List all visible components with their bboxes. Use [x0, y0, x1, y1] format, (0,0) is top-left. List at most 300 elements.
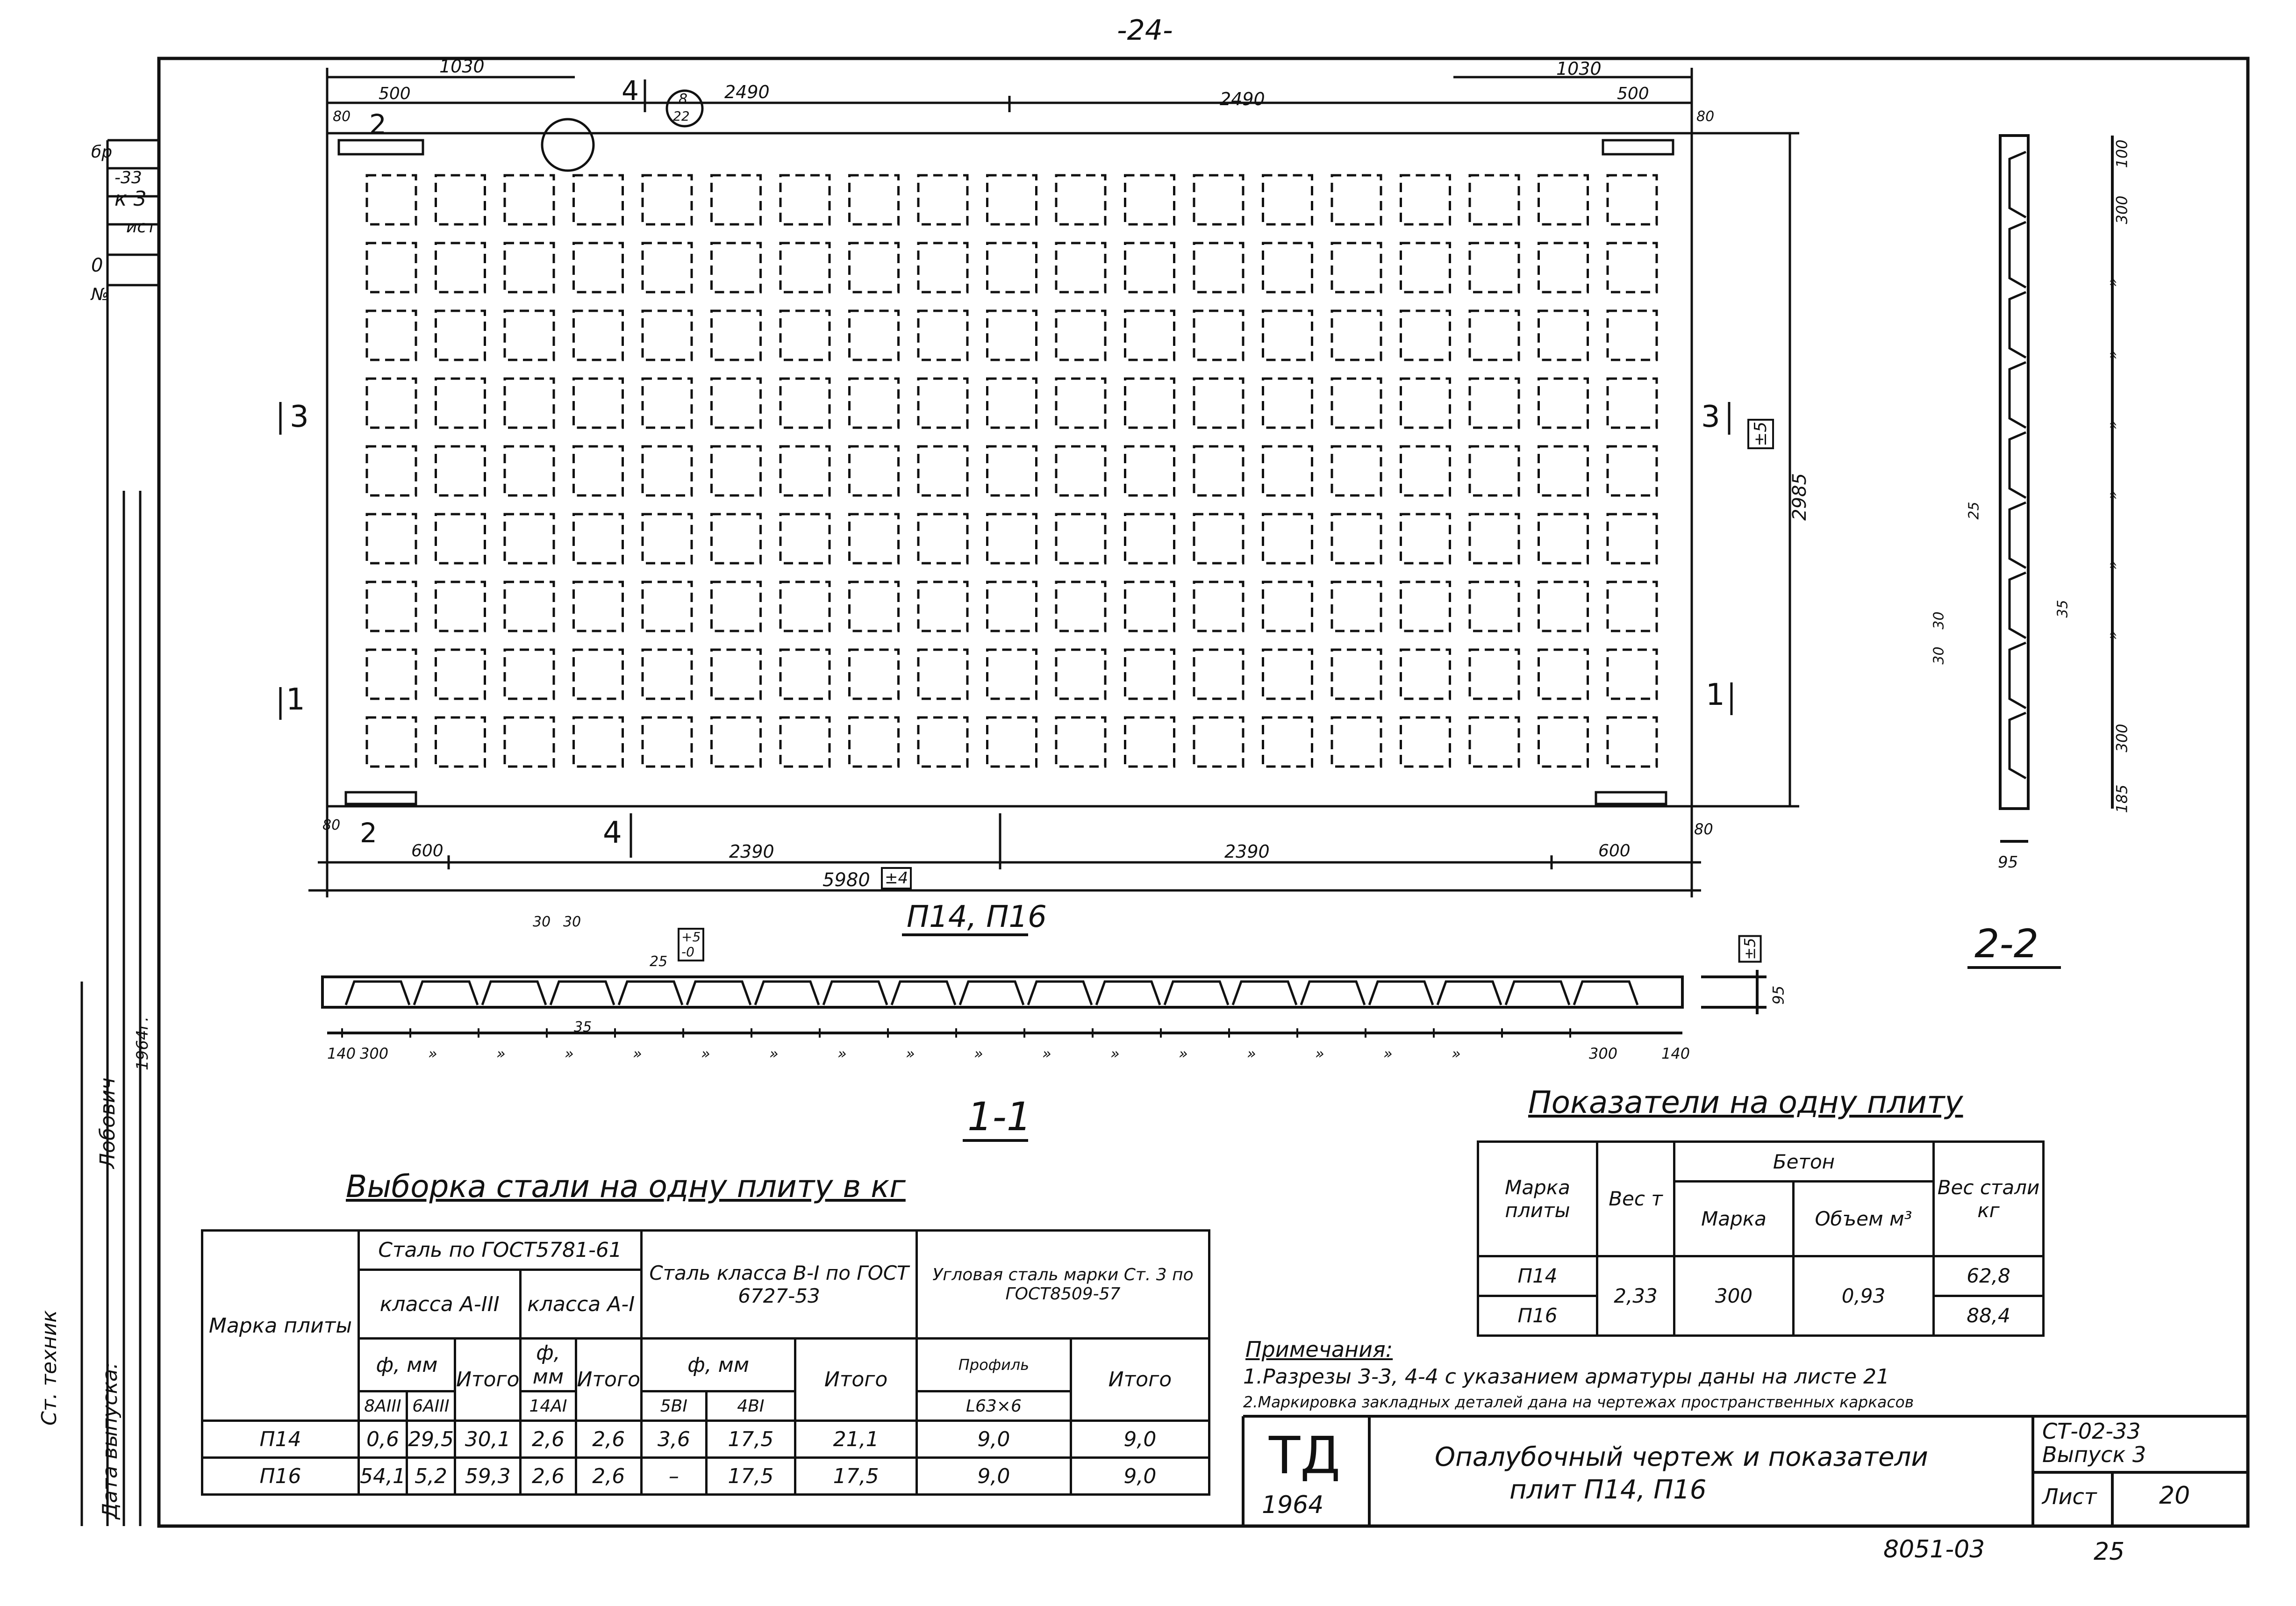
opening-r4-c2: [505, 446, 554, 495]
dim-bottom-600-left: 600: [411, 841, 443, 860]
steel-sub-8a3: 8АIII: [359, 1391, 407, 1421]
opening-r6-c10: [1056, 582, 1105, 631]
opening-r6-c9: [987, 582, 1037, 631]
steel-head-a1: класса А-I: [521, 1270, 642, 1339]
s22-dim-3: »: [2103, 350, 2121, 359]
opening-r6-c7: [850, 582, 899, 631]
opening-r3-c3: [574, 379, 623, 428]
steel-row2-v8: 9,0: [917, 1458, 1071, 1495]
opening-r4-c7: [850, 446, 899, 495]
opening-r8-c8: [918, 717, 967, 767]
s11-dim-9: »: [906, 1045, 915, 1062]
plan-slab: [280, 68, 1799, 897]
opening-r6-c16: [1470, 582, 1519, 631]
opening-r2-c14: [1332, 311, 1381, 360]
steel-head-total-2: Итого: [576, 1339, 642, 1421]
s22-void-2: [2010, 292, 2026, 358]
opening-r2-c12: [1194, 311, 1243, 360]
s11-rib-dim-1: 30: [533, 914, 551, 930]
steel-head-total-4: Итого: [1071, 1339, 1209, 1421]
s22-void-6: [2010, 573, 2026, 638]
s11-dim-16: »: [1383, 1045, 1393, 1062]
opening-r7-c1: [436, 650, 485, 699]
opening-r3-c1: [436, 379, 485, 428]
steel-row1-v8: 9,0: [917, 1421, 1071, 1458]
steel-row1-v7: 21,1: [795, 1421, 917, 1458]
opening-r1-c18: [1608, 243, 1657, 292]
section-2-2-voids: [2010, 152, 2026, 778]
opening-r7-c10: [1056, 650, 1105, 699]
s11-dim-15: »: [1315, 1045, 1324, 1062]
opening-r5-c10: [1056, 514, 1105, 563]
opening-r0-c5: [712, 175, 761, 224]
note-1: 1.Разрезы 3-3, 4-4 с указанием арматуры даны на листе 21: [1243, 1365, 1889, 1389]
opening-r7-c14: [1332, 650, 1381, 699]
s11-right-tol: ±5: [1738, 935, 1762, 962]
opening-r3-c18: [1608, 379, 1657, 428]
s22-void-4: [2010, 432, 2026, 498]
steel-head-total-3: Итого: [795, 1339, 917, 1421]
steel-row2-mark: П16: [202, 1458, 359, 1495]
opening-r0-c11: [1125, 175, 1174, 224]
steel-row1-v5: 3,6: [642, 1421, 707, 1458]
detail-callout-top: 8: [679, 91, 688, 108]
ind-head-cmark: Марка: [1674, 1182, 1794, 1256]
s22-left-dim-30b: 30: [1931, 646, 1947, 665]
opening-r5-c16: [1470, 514, 1519, 563]
s22-void-7: [2010, 643, 2026, 708]
steel-row2-v2: 59,3: [455, 1458, 521, 1495]
height-tolerance-box: ±5: [1747, 419, 1774, 449]
steel-sub-5b1: 5ВI: [642, 1391, 707, 1421]
opening-r8-c18: [1608, 717, 1657, 767]
opening-r1-c14: [1332, 243, 1381, 292]
opening-r6-c6: [780, 582, 830, 631]
steel-row1-v2: 30,1: [455, 1421, 521, 1458]
opening-r0-c14: [1332, 175, 1381, 224]
s11-void-4: [619, 982, 682, 1005]
opening-r4-c9: [987, 446, 1037, 495]
s11-void-1: [414, 982, 478, 1005]
s11-dim-13: »: [1179, 1045, 1188, 1062]
section-2-2-body: [2000, 136, 2112, 841]
opening-r1-c6: [780, 243, 830, 292]
opening-r6-c5: [712, 582, 761, 631]
opening-r3-c15: [1401, 379, 1450, 428]
s22-dim-1: 300: [2113, 195, 2131, 224]
table-row: [202, 1458, 1209, 1495]
opening-r2-c0: [367, 311, 416, 360]
title-sheet-number: 20: [2159, 1482, 2190, 1510]
opening-r2-c18: [1608, 311, 1657, 360]
opening-r3-c16: [1470, 379, 1519, 428]
opening-r8-c4: [643, 717, 692, 767]
opening-r8-c7: [850, 717, 899, 767]
ind-head-concrete: Бетон: [1674, 1142, 1934, 1182]
s11-void-18: [1574, 982, 1638, 1005]
opening-r3-c7: [850, 379, 899, 428]
opening-r5-c1: [436, 514, 485, 563]
steel-row1-v0: 0,6: [359, 1421, 407, 1458]
opening-r7-c6: [780, 650, 830, 699]
length-tolerance-box: ±4: [881, 867, 912, 889]
opening-r5-c3: [574, 514, 623, 563]
s11-tol-box: +5 -0: [678, 928, 704, 961]
s22-dim-9: 185: [2113, 784, 2131, 813]
opening-r0-c10: [1056, 175, 1105, 224]
s11-rib-dim-2: 30: [563, 914, 581, 930]
opening-r7-c7: [850, 650, 899, 699]
opening-r7-c2: [505, 650, 554, 699]
opening-r1-c3: [574, 243, 623, 292]
opening-r2-c17: [1539, 311, 1588, 360]
s11-void-12: [1165, 982, 1228, 1005]
s11-dim-4: »: [565, 1045, 574, 1062]
opening-r8-c16: [1470, 717, 1519, 767]
opening-r6-c2: [505, 582, 554, 631]
opening-r8-c5: [712, 717, 761, 767]
dim-bottom-600-right: 600: [1598, 841, 1631, 860]
section-1-1-body: [322, 970, 1767, 1033]
opening-r2-c6: [780, 311, 830, 360]
opening-r2-c3: [574, 311, 623, 360]
title-year: 1964: [1262, 1491, 1324, 1519]
dim-bottom-80-right: 80: [1694, 820, 1713, 838]
dim-top-80-right: 80: [1696, 108, 1715, 125]
side-frag-6: №: [91, 285, 109, 304]
opening-r4-c8: [918, 446, 967, 495]
opening-r5-c17: [1539, 514, 1588, 563]
section-mark-3-right: 3: [1701, 400, 1720, 434]
s22-dim-2: »: [2103, 278, 2121, 287]
steel-sub-4b1: 4ВI: [706, 1391, 795, 1421]
s22-dim-6: »: [2103, 560, 2121, 570]
title-series: СТ-02-33: [2042, 1419, 2141, 1444]
section-2-2-title: 2-2: [1974, 921, 2039, 967]
dim-top-1030-right: 1030: [1556, 58, 1602, 79]
opening-r7-c4: [643, 650, 692, 699]
steel-head-a3: класса А-III: [359, 1270, 521, 1339]
opening-r1-c1: [436, 243, 485, 292]
opening-r0-c16: [1470, 175, 1519, 224]
opening-r4-c4: [643, 446, 692, 495]
opening-r5-c12: [1194, 514, 1243, 563]
ind-row1-steel: 62,8: [1934, 1256, 2044, 1296]
opening-r0-c17: [1539, 175, 1588, 224]
opening-r6-c3: [574, 582, 623, 631]
steel-row2-v4: 2,6: [576, 1458, 642, 1495]
s11-void-2: [482, 982, 546, 1005]
ind-row1-mark: П14: [1478, 1256, 1597, 1296]
steel-row1-v9: 9,0: [1071, 1421, 1209, 1458]
section-mark-2-bottom: 2: [360, 817, 377, 849]
steel-row2-v6: 17,5: [706, 1458, 795, 1495]
opening-r0-c3: [574, 175, 623, 224]
steel-head-gost: Сталь по ГОСТ5781-61: [359, 1231, 642, 1270]
steel-sub-6a3: 6АIII: [407, 1391, 455, 1421]
title-line-1: Опалубочный чертеж и показатели: [1435, 1442, 1928, 1472]
opening-r0-c8: [918, 175, 967, 224]
opening-r1-c2: [505, 243, 554, 292]
s11-void-10: [1028, 982, 1092, 1005]
opening-r7-c5: [712, 650, 761, 699]
s22-dim-0: 100: [2113, 139, 2131, 168]
opening-r0-c18: [1608, 175, 1657, 224]
opening-r0-c9: [987, 175, 1037, 224]
ind-head-steel: Вес стали кг: [1934, 1142, 2044, 1256]
s11-void-3: [551, 982, 614, 1005]
indicators-title: Показатели на одну плиту: [1528, 1084, 1963, 1120]
indicators-table: [1477, 1140, 2045, 1337]
opening-r4-c16: [1470, 446, 1519, 495]
opening-r3-c8: [918, 379, 967, 428]
dim-bottom-2390-left: 2390: [729, 841, 774, 862]
opening-r4-c10: [1056, 446, 1105, 495]
opening-r2-c16: [1470, 311, 1519, 360]
side-frag-5: 0: [91, 255, 103, 276]
opening-r0-c6: [780, 175, 830, 224]
s11-void-5: [687, 982, 751, 1005]
opening-r2-c15: [1401, 311, 1450, 360]
opening-r4-c6: [780, 446, 830, 495]
s11-dim-17: »: [1452, 1045, 1461, 1062]
opening-r4-c13: [1263, 446, 1312, 495]
opening-r2-c4: [643, 311, 692, 360]
opening-r5-c2: [505, 514, 554, 563]
opening-r2-c7: [850, 311, 899, 360]
side-year: 1964г.: [133, 1016, 152, 1070]
side-frag-1: бр: [91, 143, 113, 162]
opening-r7-c11: [1125, 650, 1174, 699]
s22-void-8: [2010, 713, 2026, 778]
dim-top-500-right: 500: [1617, 84, 1649, 103]
steel-row2-v0: 54,1: [359, 1458, 407, 1495]
section-mark-2-top: 2: [369, 108, 386, 140]
s11-dim-12: »: [1110, 1045, 1120, 1062]
opening-r6-c4: [643, 582, 692, 631]
ind-row2-steel: 88,4: [1934, 1296, 2044, 1335]
s11-dim-25: 25: [650, 954, 668, 970]
opening-r2-c13: [1263, 311, 1312, 360]
dim-top-500-left: 500: [379, 84, 411, 103]
ind-head-weight: Вес т: [1597, 1142, 1674, 1256]
opening-r7-c12: [1194, 650, 1243, 699]
opening-r0-c15: [1401, 175, 1450, 224]
opening-r8-c9: [987, 717, 1037, 767]
steel-row2-v7: 17,5: [795, 1458, 917, 1495]
steel-head-phi-2: ф, мм: [521, 1339, 576, 1391]
opening-r3-c6: [780, 379, 830, 428]
opening-r1-c12: [1194, 243, 1243, 292]
opening-r1-c8: [918, 243, 967, 292]
s11-void-11: [1096, 982, 1160, 1005]
steel-head-total-1: Итого: [455, 1339, 521, 1421]
opening-r2-c2: [505, 311, 554, 360]
opening-r8-c13: [1263, 717, 1312, 767]
opening-r1-c17: [1539, 243, 1588, 292]
opening-r3-c11: [1125, 379, 1174, 428]
section-mark-1-right: 1: [1706, 678, 1725, 712]
steel-head-angle: Угловая сталь марки Ст. 3 по ГОСТ8509-57: [917, 1231, 1209, 1339]
opening-r1-c9: [987, 243, 1037, 292]
plan-title: П14, П16: [907, 900, 1047, 934]
section-mark-1-left: 1: [286, 682, 305, 717]
title-sheet-label: Лист: [2042, 1484, 2097, 1509]
opening-r0-c0: [367, 175, 416, 224]
opening-r4-c11: [1125, 446, 1174, 495]
opening-r1-c13: [1263, 243, 1312, 292]
steel-table-title: Выборка стали на одну плиту в кг: [346, 1169, 906, 1204]
opening-r3-c0: [367, 379, 416, 428]
steel-table: [201, 1229, 1210, 1496]
opening-r8-c6: [780, 717, 830, 767]
ind-cmark: 300: [1674, 1256, 1794, 1335]
opening-r7-c17: [1539, 650, 1588, 699]
section-1-1-voids: [342, 982, 1638, 1038]
opening-r3-c17: [1539, 379, 1588, 428]
table-row: [1478, 1256, 2044, 1296]
s22-dim-7: »: [2103, 631, 2121, 640]
footer-page: 25: [2094, 1538, 2125, 1566]
opening-r6-c18: [1608, 582, 1657, 631]
s22-dim-5: »: [2103, 490, 2121, 500]
ind-head-mark: Марка плиты: [1478, 1142, 1597, 1256]
opening-r6-c11: [1125, 582, 1174, 631]
section-mark-4-bottom: 4: [603, 816, 622, 850]
opening-r0-c2: [505, 175, 554, 224]
opening-r3-c5: [712, 379, 761, 428]
steel-row2-v3: 2,6: [521, 1458, 576, 1495]
opening-r5-c14: [1332, 514, 1381, 563]
opening-r4-c15: [1401, 446, 1450, 495]
footer-code: 8051-03: [1883, 1535, 1985, 1563]
dim-top-2490-left: 2490: [724, 82, 770, 102]
opening-r4-c17: [1539, 446, 1588, 495]
opening-r8-c14: [1332, 717, 1381, 767]
opening-r1-c11: [1125, 243, 1174, 292]
steel-row1-v6: 17,5: [706, 1421, 795, 1458]
s22-width-95: 95: [1998, 853, 2018, 872]
s11-dim-7: »: [769, 1045, 779, 1062]
title-logo: ТД: [1269, 1426, 1341, 1485]
side-frag-2: -33: [114, 168, 142, 187]
opening-r5-c6: [780, 514, 830, 563]
dim-bottom-80-left: 80: [322, 817, 341, 833]
opening-r3-c10: [1056, 379, 1105, 428]
s22-rib-35: 35: [2054, 600, 2071, 618]
table-row: [202, 1421, 1209, 1458]
steel-row1-mark: П14: [202, 1421, 359, 1458]
opening-r4-c0: [367, 446, 416, 495]
opening-r8-c0: [367, 717, 416, 767]
opening-r0-c13: [1263, 175, 1312, 224]
opening-r2-c10: [1056, 311, 1105, 360]
s22-dim-4: »: [2103, 420, 2121, 430]
opening-r6-c14: [1332, 582, 1381, 631]
s11-void-14: [1301, 982, 1365, 1005]
steel-row1-v1: 29,5: [407, 1421, 455, 1458]
s11-dim-19: 140: [1661, 1045, 1690, 1062]
opening-r3-c4: [643, 379, 692, 428]
steel-head-b1: Сталь класса В-I по ГОСТ 6727-53: [642, 1231, 917, 1339]
opening-r7-c16: [1470, 650, 1519, 699]
opening-r5-c7: [850, 514, 899, 563]
opening-r5-c13: [1263, 514, 1312, 563]
opening-r2-c8: [918, 311, 967, 360]
s22-void-0: [2010, 152, 2026, 217]
s11-dim-0: 140: [327, 1045, 356, 1062]
ind-volume: 0,93: [1794, 1256, 1934, 1335]
opening-r6-c15: [1401, 582, 1450, 631]
s11-dim-10: »: [974, 1045, 983, 1062]
opening-r0-c12: [1194, 175, 1243, 224]
opening-r0-c4: [643, 175, 692, 224]
s11-dim-5: »: [633, 1045, 642, 1062]
s22-dim-8: 300: [2113, 724, 2131, 753]
s22-left-dim-25: 25: [1966, 502, 1982, 520]
s11-void-13: [1233, 982, 1296, 1005]
side-stamp-lines: [82, 140, 159, 1526]
s11-void-9: [960, 982, 1023, 1005]
opening-r3-c12: [1194, 379, 1243, 428]
opening-r4-c14: [1332, 446, 1381, 495]
steel-row2-v1: 5,2: [407, 1458, 455, 1495]
steel-row2-v9: 9,0: [1071, 1458, 1209, 1495]
opening-r6-c1: [436, 582, 485, 631]
dim-top-1030-left: 1030: [439, 56, 485, 77]
s11-void-8: [892, 982, 955, 1005]
opening-r8-c17: [1539, 717, 1588, 767]
s11-dim-14: »: [1247, 1045, 1256, 1062]
note-2: 2.Маркировка закладных деталей дана на чертежах пространственных каркасов: [1243, 1393, 1914, 1411]
opening-r2-c1: [436, 311, 485, 360]
s11-void-17: [1506, 982, 1569, 1005]
opening-r5-c9: [987, 514, 1037, 563]
opening-r6-c8: [918, 582, 967, 631]
section-mark-4-top: 4: [622, 75, 639, 107]
opening-r3-c9: [987, 379, 1037, 428]
opening-r5-c8: [918, 514, 967, 563]
opening-r7-c8: [918, 650, 967, 699]
section-mark-3-left: 3: [290, 400, 309, 434]
s22-void-3: [2010, 362, 2026, 428]
opening-r3-c2: [505, 379, 554, 428]
opening-r1-c16: [1470, 243, 1519, 292]
s11-dim-18: 300: [1589, 1045, 1618, 1062]
steel-sub-l63: L63×6: [917, 1391, 1071, 1421]
s11-dim-1: 300: [360, 1045, 389, 1062]
s11-void-15: [1369, 982, 1433, 1005]
ind-row2-mark: П16: [1478, 1296, 1597, 1335]
opening-r5-c15: [1401, 514, 1450, 563]
plan-opening-grid: [367, 175, 1657, 767]
opening-r5-c4: [643, 514, 692, 563]
steel-head-phi-1: ф, мм: [359, 1339, 455, 1391]
steel-row1-v4: 2,6: [576, 1421, 642, 1458]
side-role: Ст. техник: [37, 1310, 61, 1426]
ind-head-volume: Объем м³: [1794, 1182, 1934, 1256]
opening-r2-c9: [987, 311, 1037, 360]
steel-row2-v5: –: [642, 1458, 707, 1495]
opening-r1-c0: [367, 243, 416, 292]
dim-bottom-2390-right: 2390: [1224, 841, 1270, 862]
title-line-2: плит П14, П16: [1509, 1475, 1707, 1505]
opening-r5-c18: [1608, 514, 1657, 563]
ind-weight: 2,33: [1597, 1256, 1674, 1335]
opening-r8-c3: [574, 717, 623, 767]
steel-head-phi-3: ф, мм: [642, 1339, 795, 1391]
steel-sub-14a1: 14АI: [521, 1391, 576, 1421]
